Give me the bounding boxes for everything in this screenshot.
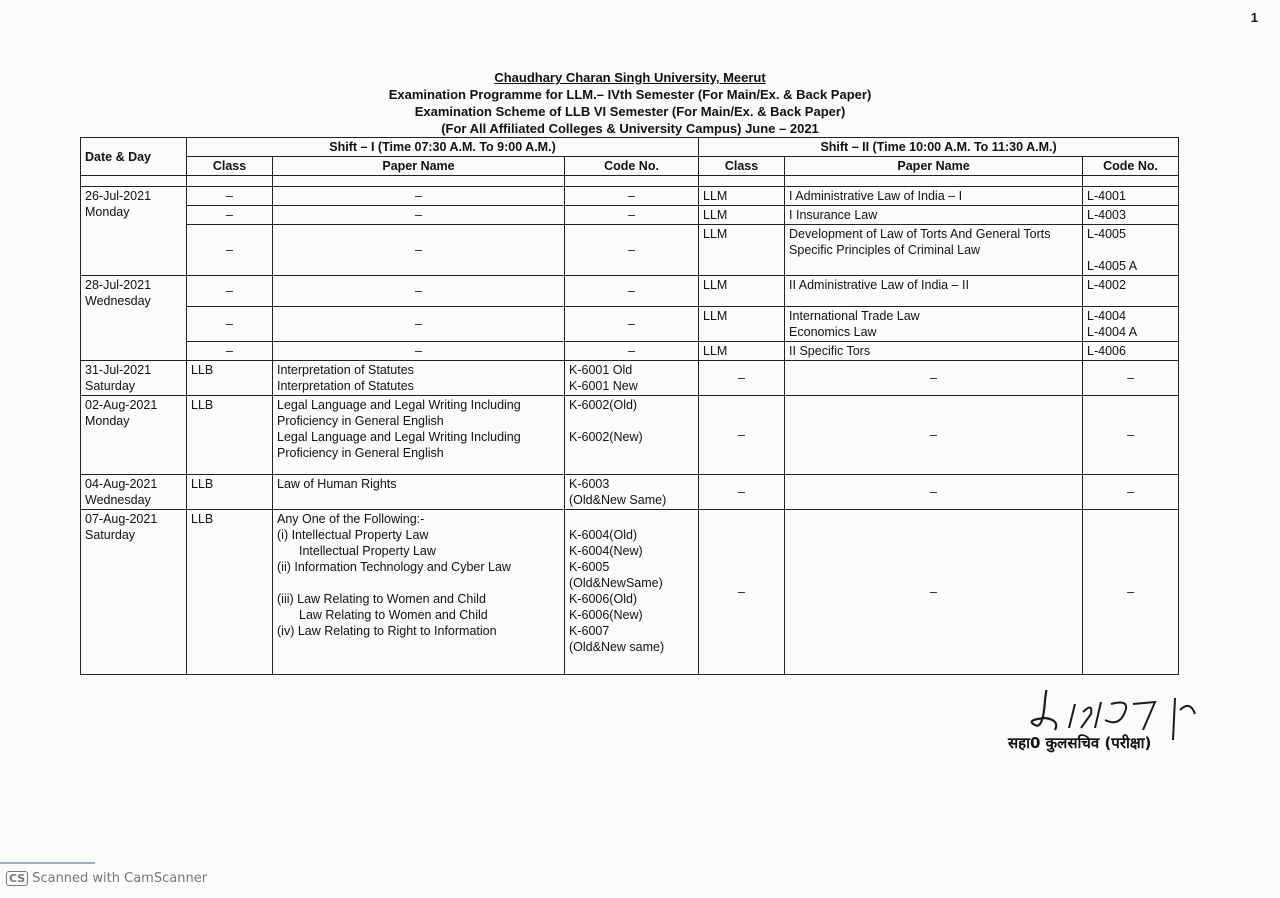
s1-paper: Law of Human Rights <box>273 475 565 510</box>
code-line: K-6006(Old) <box>569 592 638 606</box>
s1-class: – <box>187 206 273 225</box>
s1-code: – <box>565 225 699 276</box>
code-line: K-6003 <box>569 477 610 491</box>
s2-code: L-4001 <box>1083 187 1179 206</box>
heading-line-4: (For All Affiliated Colleges & University Campus) June – 2021 <box>441 121 819 136</box>
paper-line: Legal Language and Legal Writing Including Proficiency in General English <box>277 398 521 428</box>
paper-line: (iii) Law Relating to Women and Child <box>277 592 486 606</box>
table-row <box>81 187 1179 206</box>
paper-line: Intellectual Property Law <box>299 544 436 558</box>
camscanner-logo: CS <box>6 871 28 886</box>
table-row <box>81 206 1179 225</box>
code-line: K-6001 Old <box>569 363 633 377</box>
university-name: Chaudhary Charan Singh University, Meerut <box>494 70 766 85</box>
s2-code-header: Code No. <box>1083 157 1179 176</box>
s2-paper: – <box>785 475 1083 510</box>
s1-class: – <box>187 187 273 206</box>
s2-paper: – <box>785 510 1083 675</box>
table-row <box>81 510 1179 675</box>
watermark-text: Scanned with CamScanner <box>32 871 208 886</box>
paper-line: Interpretation of Statutes <box>277 363 414 377</box>
date: 02-Aug-2021 <box>85 398 158 412</box>
day: Saturday <box>85 528 136 542</box>
header-row-2 <box>81 157 1179 176</box>
paper-line: Interpretation of Statutes <box>277 379 414 393</box>
s2-class: – <box>699 396 785 475</box>
s1-code-header: Code No. <box>565 157 699 176</box>
code-line: L-4005 A <box>1087 259 1138 273</box>
s2-paper: II Specific Tors <box>785 342 1083 361</box>
date: 31-Jul-2021 <box>85 363 152 377</box>
s1-code <box>565 475 699 510</box>
s1-code: – <box>565 187 699 206</box>
paper-line: International Trade Law <box>789 309 920 323</box>
code-line: (Old&New Same) <box>569 493 667 507</box>
day: Saturday <box>85 379 136 393</box>
s2-class-header: Class <box>699 157 785 176</box>
s2-class: LLM <box>699 206 785 225</box>
s2-paper: – <box>785 361 1083 396</box>
s1-class: LLB <box>187 510 273 675</box>
paper-line: (ii) Information Technology and Cyber Law <box>277 560 511 574</box>
s1-code: – <box>565 276 699 307</box>
code-line: K-6007 <box>569 624 610 638</box>
s2-paper: – <box>785 396 1083 475</box>
code-line: L-4004 <box>1087 309 1126 323</box>
s1-paper: – <box>273 342 565 361</box>
code-line: K-6002(New) <box>569 430 643 444</box>
s1-paper: – <box>273 206 565 225</box>
date-day-header: Date & Day <box>81 138 187 176</box>
paper-line: Economics Law <box>789 325 877 339</box>
code-line: K-6004(New) <box>569 544 643 558</box>
code-line: K-6004(Old) <box>569 528 638 542</box>
s1-code: – <box>565 206 699 225</box>
paper-line: Development of Law of Torts And General Torts <box>789 227 1051 241</box>
s2-paper-header: Paper Name <box>785 157 1083 176</box>
code-line: K-6001 New <box>569 379 638 393</box>
s1-class: – <box>187 342 273 361</box>
camscanner-watermark <box>6 871 207 886</box>
code-line: K-6002(Old) <box>569 398 638 412</box>
day: Monday <box>85 205 130 219</box>
s1-class: LLB <box>187 361 273 396</box>
table-row <box>81 342 1179 361</box>
s2-code: – <box>1083 510 1179 675</box>
paper-line: Any One of the Following:- <box>277 512 425 526</box>
date-cell <box>81 276 187 361</box>
table-row <box>81 475 1179 510</box>
s1-paper <box>273 361 565 396</box>
header-row-1 <box>81 138 1179 157</box>
paper-line: Legal Language and Legal Writing Including Proficiency in General English <box>277 430 521 460</box>
date: 28-Jul-2021 <box>85 278 152 292</box>
s1-paper-header: Paper Name <box>273 157 565 176</box>
s1-class: LLB <box>187 396 273 475</box>
s1-class: LLB <box>187 475 273 510</box>
paper-line: Specific Principles of Criminal Law <box>789 243 981 257</box>
s1-paper <box>273 510 565 675</box>
s1-class-header: Class <box>187 157 273 176</box>
s2-code: – <box>1083 361 1179 396</box>
code-line: K-6005 <box>569 560 610 574</box>
s1-paper: – <box>273 225 565 276</box>
spacer-row <box>81 176 1179 187</box>
date-cell <box>81 187 187 276</box>
page-number: 1 <box>1250 10 1258 25</box>
date-cell <box>81 475 187 510</box>
day: Wednesday <box>85 294 151 308</box>
date-cell <box>81 396 187 475</box>
date-cell <box>81 361 187 396</box>
s2-code <box>1083 225 1179 276</box>
s2-class: – <box>699 475 785 510</box>
signature-date: 12/07/21 <box>1075 723 1080 724</box>
s1-code <box>565 510 699 675</box>
s2-paper: I Insurance Law <box>785 206 1083 225</box>
s1-code <box>565 361 699 396</box>
s2-code: L-4002 <box>1083 276 1179 307</box>
s2-code: L-4006 <box>1083 342 1179 361</box>
s2-class: LLM <box>699 187 785 206</box>
paper-line: (i) Intellectual Property Law <box>277 528 429 542</box>
table-row <box>81 225 1179 276</box>
heading-line-3: Examination Scheme of LLB VI Semester (For Main/Ex. & Back Paper) <box>414 104 846 119</box>
s2-class: – <box>699 510 785 675</box>
date: 04-Aug-2021 <box>85 477 158 491</box>
s2-paper <box>785 307 1083 342</box>
shift-1-header: Shift – I (Time 07:30 A.M. To 9:00 A.M.) <box>187 138 699 157</box>
s1-paper: – <box>273 276 565 307</box>
scan-edge-line <box>0 862 95 864</box>
table-row <box>81 396 1179 475</box>
s1-class: – <box>187 307 273 342</box>
s2-class: LLM <box>699 276 785 307</box>
document-heading <box>330 69 930 137</box>
paper-line: (iv) Law Relating to Right to Information <box>277 624 497 638</box>
signature-image <box>1005 690 1205 770</box>
day: Monday <box>85 414 130 428</box>
s2-code: – <box>1083 475 1179 510</box>
s1-code: – <box>565 342 699 361</box>
signatory-title: सहा0 कुलसचिव (परीक्षा) <box>1008 734 1152 752</box>
day: Wednesday <box>85 493 151 507</box>
s1-class: – <box>187 225 273 276</box>
table-row <box>81 307 1179 342</box>
s2-code <box>1083 307 1179 342</box>
s1-paper: – <box>273 307 565 342</box>
s2-code: – <box>1083 396 1179 475</box>
s2-class: LLM <box>699 342 785 361</box>
s1-paper <box>273 396 565 475</box>
s2-class: – <box>699 361 785 396</box>
shift-2-header: Shift – II (Time 10:00 A.M. To 11:30 A.M.) <box>699 138 1179 157</box>
s1-code: – <box>565 307 699 342</box>
s1-class: – <box>187 276 273 307</box>
code-line: L-4004 A <box>1087 325 1138 339</box>
date: 26-Jul-2021 <box>85 189 152 203</box>
code-line: (Old&New same) <box>569 640 665 654</box>
heading-line-2: Examination Programme for LLM.– IVth Semester (For Main/Ex. & Back Paper) <box>388 87 872 102</box>
exam-schedule-table <box>80 137 1179 675</box>
s2-paper <box>785 225 1083 276</box>
code-line: (Old&NewSame) <box>569 576 663 590</box>
s2-paper: I Administrative Law of India – I <box>785 187 1083 206</box>
s2-paper: II Administrative Law of India – II <box>785 276 1083 307</box>
date: 07-Aug-2021 <box>85 512 158 526</box>
s1-code <box>565 396 699 475</box>
code-line: K-6006(New) <box>569 608 643 622</box>
code-line: L-4005 <box>1087 227 1126 241</box>
s1-paper: – <box>273 187 565 206</box>
s2-class: LLM <box>699 307 785 342</box>
date-cell <box>81 510 187 675</box>
table-row <box>81 276 1179 307</box>
table-row <box>81 361 1179 396</box>
s2-code: L-4003 <box>1083 206 1179 225</box>
paper-line: Law Relating to Women and Child <box>299 608 488 622</box>
s2-class: LLM <box>699 225 785 276</box>
